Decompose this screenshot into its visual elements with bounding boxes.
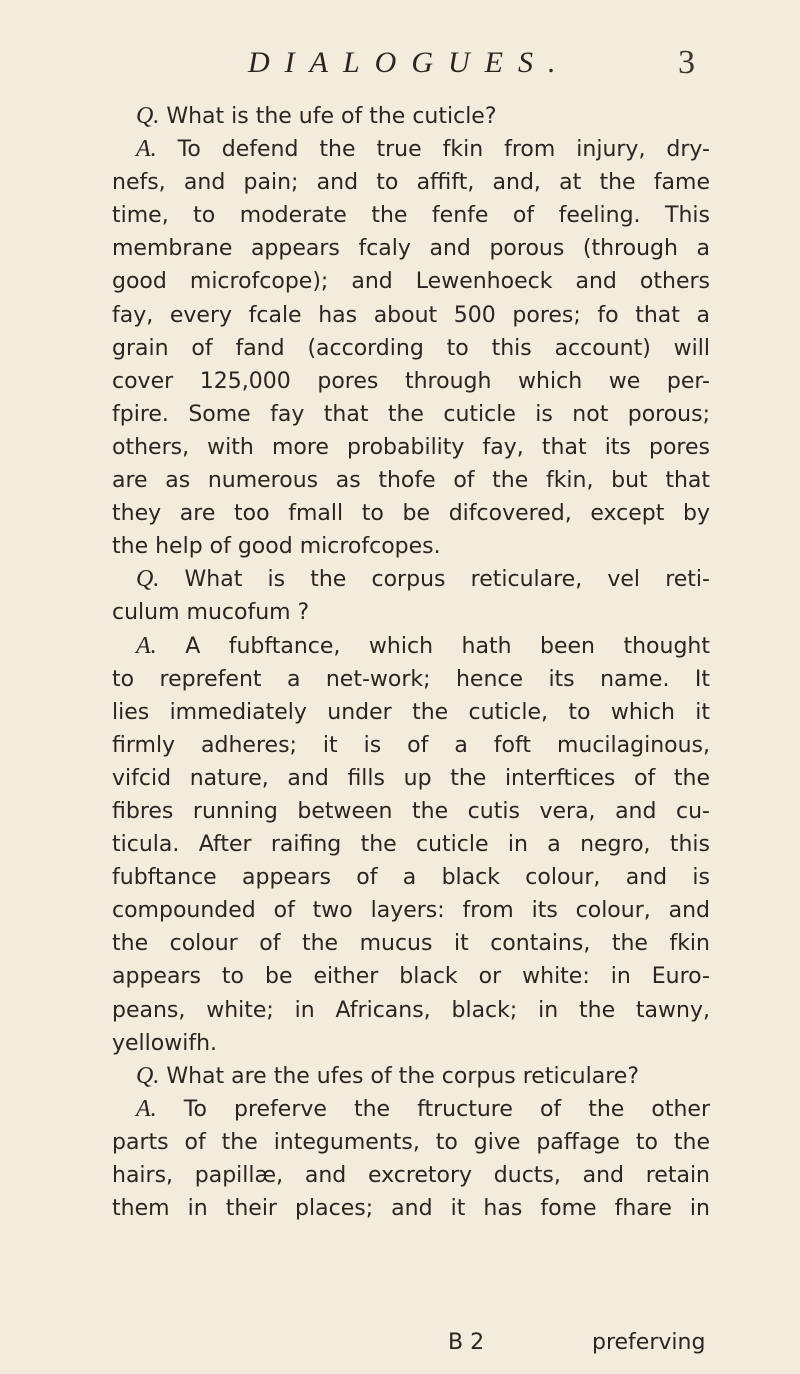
line-text: hairs, papillæ, and excretory ducts, and retain <box>112 1163 710 1188</box>
text-line <box>112 960 710 993</box>
text-line <box>112 1060 710 1093</box>
page-number: 3 <box>678 44 695 81</box>
text-line <box>112 1027 710 1060</box>
line-text: fpire. Some fay that the cuticle is not porous; <box>112 401 710 427</box>
text-line <box>112 861 710 894</box>
text-line <box>112 927 710 960</box>
text-line <box>112 100 710 133</box>
line-text: they are too fmall to be difcovered, except by <box>112 501 710 527</box>
speaker-label: Q. <box>136 1062 160 1089</box>
text-line <box>112 166 710 199</box>
line-text: the colour of the mucus it contains, the fkin <box>112 931 710 957</box>
line-text: membrane appears fcaly and porous (through a <box>112 236 710 262</box>
speaker-label: A. <box>136 1095 157 1122</box>
speaker-label: Q. <box>136 103 160 129</box>
text-line <box>112 1093 710 1126</box>
line-text: To preferve the ftructure of the other <box>183 1096 710 1122</box>
line-text: A fubftance, which hath been thought <box>185 633 710 659</box>
line-text: yellowifh. <box>112 1030 218 1056</box>
text-line <box>112 596 710 629</box>
line-text: fubftance appears of a black colour, and is <box>112 865 710 891</box>
line-text: What are the ufes of the corpus reticulare? <box>166 1063 639 1089</box>
text-line <box>112 994 710 1027</box>
line-text: cover 125,000 pores through which we per- <box>112 368 710 394</box>
line-text: them in their places; and it has fome fhare in <box>112 1196 710 1222</box>
line-text: to reprefent a net-work; hence its name. It <box>112 666 710 692</box>
signature-mark: B 2 <box>448 1330 485 1355</box>
line-text: culum mucofum ? <box>112 600 310 626</box>
line-text: time, to moderate the fenfe of feeling. This <box>112 203 710 229</box>
speaker-label: A. <box>136 136 157 163</box>
text-line <box>112 530 710 563</box>
text-line <box>112 663 710 696</box>
text-line <box>112 795 710 828</box>
line-text: firmly adheres; it is of a foft mucilaginous, <box>112 732 710 758</box>
line-text: others, with more probability fay, that its pores <box>112 434 710 460</box>
text-line <box>112 398 710 431</box>
line-text: vifcid nature, and fills up the interftices of the <box>112 765 710 791</box>
text-line <box>112 232 710 265</box>
line-text: the help of good microfcopes. <box>112 534 441 560</box>
text-line <box>112 431 710 464</box>
text-line <box>112 365 710 398</box>
text-line <box>112 332 710 365</box>
text-line <box>112 1159 710 1192</box>
text-line <box>112 299 710 332</box>
running-title: DIALOGUES. <box>248 46 571 79</box>
text-line <box>112 563 710 596</box>
line-text: grain of fand (according to this account) will <box>112 335 710 361</box>
line-text: What is the ufe of the cuticle? <box>166 104 497 129</box>
text-line <box>112 265 710 298</box>
text-line <box>112 199 710 232</box>
text-line <box>112 1192 710 1225</box>
line-text: parts of the integuments, to give paffage to the <box>112 1129 710 1155</box>
text-line <box>112 1126 710 1159</box>
line-text: fay, every fcale has about 500 pores; fo that a <box>112 302 710 328</box>
text-line <box>112 133 710 166</box>
text-line <box>112 464 710 497</box>
text-line <box>112 729 710 762</box>
body-text <box>112 100 710 1225</box>
speaker-label: A. <box>136 632 157 659</box>
line-text: fibres running between the cutis vera, and cu- <box>112 798 710 824</box>
line-text: appears to be either black or white: in Euro- <box>112 964 710 990</box>
text-line <box>112 497 710 530</box>
line-text: ticula. After raifing the cuticle in a negro, this <box>112 832 710 858</box>
text-line <box>112 894 710 927</box>
line-text: nefs, and pain; and to affift, and, at the fame <box>112 170 710 196</box>
line-text: compounded of two layers: from its colour, and <box>112 898 710 924</box>
line-text: lies immediately under the cuticle, to which it <box>112 699 710 725</box>
page-header <box>0 44 800 94</box>
line-text: are as numerous as thofe of the fkin, but that <box>112 468 710 494</box>
speaker-label: Q. <box>136 566 160 593</box>
text-line <box>112 696 710 729</box>
text-line <box>112 762 710 795</box>
text-line <box>112 828 710 861</box>
line-text: What is the corpus reticulare, vel reti- <box>184 567 710 593</box>
catchword: preferving <box>592 1330 706 1355</box>
line-text: To defend the true fkin from injury, dry- <box>177 137 710 163</box>
text-line <box>112 630 710 663</box>
page-footer <box>0 1330 800 1366</box>
line-text: good microfcope); and Lewenhoeck and others <box>112 269 710 295</box>
line-text: peans, white; in Africans, black; in the tawny, <box>112 997 710 1023</box>
